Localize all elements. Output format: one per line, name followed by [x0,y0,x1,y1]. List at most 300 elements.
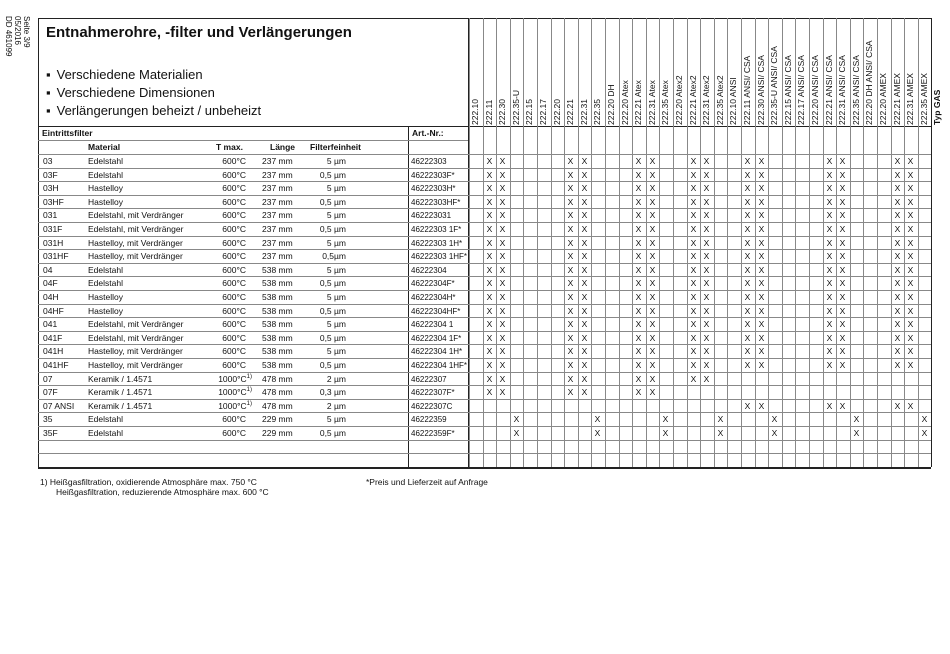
row-mark: X [839,238,846,248]
row-artnr: 46222307F* [411,388,455,397]
tmax-value: 600°C [222,306,246,316]
row-code: 03H [43,183,59,193]
row-mark: X [839,278,846,288]
row-mark: X [744,197,751,207]
feature-list [46,66,261,120]
tmax-value: 600°C [222,278,246,288]
type-column-header [646,25,659,125]
type-label: 222.17 [538,99,548,125]
row-tmax [212,291,246,304]
row-mark: X [758,346,765,356]
row-artnr: 46222303H* [411,184,456,193]
row-filter: 5 µm [326,414,346,424]
type-label: 222.35 Atex [660,80,670,125]
row-mark: X [894,346,901,356]
type-column-header [591,25,604,125]
row-material: Edelstahl [88,278,123,288]
row-mark: X [567,333,574,343]
row-mark: X [567,265,574,275]
row-line [38,426,931,427]
row-mark: X [635,319,642,329]
row-mark: X [567,360,574,370]
doc-number: DD 461099 [4,16,13,57]
row-mark: X [703,238,710,248]
row-mark: X [635,183,642,193]
row-laenge: 538 mm [262,278,293,288]
type-column-header [836,25,849,125]
type-label: 222.31 [579,99,589,125]
type-column-header [632,25,645,125]
row-tmax [212,196,246,209]
row-mark: X [581,346,588,356]
row-filter: 5 µm [326,156,346,166]
row-code: 031HF [43,251,69,261]
row-mark: X [594,428,601,438]
row-artnr: 46222304 [411,266,447,275]
row-mark: X [839,197,846,207]
row-mark: X [744,251,751,261]
row-mark: X [907,319,914,329]
row-mark: X [567,170,574,180]
row-mark: X [690,183,697,193]
row-line [38,399,931,400]
row-filter: 0,5 µm [319,428,346,438]
row-mark: X [894,251,901,261]
row-laenge: 237 mm [262,251,293,261]
page-number: Seite 3/9 [22,16,31,48]
row-tmax [212,182,246,195]
row-mark: X [499,265,506,275]
type-label: 222.20 AMEX [878,73,888,125]
row-mark: X [690,319,697,329]
row-laenge: 229 mm [262,414,293,424]
row-material: Edelstahl, mit Verdränger [88,333,184,343]
row-material: Edelstahl, mit Verdränger [88,210,184,220]
row-code: 041H [43,346,64,356]
type-column-header [510,25,523,125]
row-mark: X [499,387,506,397]
type-column-header [904,25,917,125]
row-mark: X [690,238,697,248]
row-mark: X [499,346,506,356]
row-mark: X [894,265,901,275]
row-tmax [206,400,252,413]
row-mark: X [486,387,493,397]
row-code: 03F [43,170,58,180]
row-mark: X [826,265,833,275]
row-filter: 5 µm [326,265,346,275]
type-column-header [918,25,931,125]
row-tmax [212,413,246,426]
row-mark: X [703,292,710,302]
type-label: 222.30 ANSI/ CSA [756,55,766,125]
footnote-ref: 1) [246,401,252,408]
type-label: 222.21 AMEX [892,73,902,125]
row-filter: 5 µm [326,210,346,220]
page-title: Entnahmerohre, -filter und Verlängerungen [46,24,352,41]
row-mark: X [486,265,493,275]
row-mark: X [894,197,901,207]
type-label: 222.20 DH ANSI/ CSA [864,40,874,125]
row-mark: X [853,428,860,438]
type-column-header [700,25,713,125]
row-mark: X [907,401,914,411]
col-head-material: Material [88,142,121,152]
row-laenge: 237 mm [262,170,293,180]
row-tmax [212,359,246,372]
row-artnr: 462223031 [411,211,452,220]
row-tmax [212,345,246,358]
row-tmax [212,318,246,331]
type-column-header [795,25,808,125]
type-gas-label: Typ GAS [932,89,942,125]
type-column-header [659,25,672,125]
type-label: 222.30 [497,99,507,125]
row-mark: X [839,156,846,166]
type-column-header [537,25,550,125]
row-mark: X [758,360,765,370]
row-material: Edelstahl [88,170,123,180]
row-material: Edelstahl [88,414,123,424]
row-mark: X [758,306,765,316]
type-label: 222.15 ANSI/ CSA [783,55,793,125]
row-laenge: 237 mm [262,197,293,207]
row-tmax [212,264,246,277]
row-mark: X [567,210,574,220]
row-mark: X [703,170,710,180]
row-mark: X [894,333,901,343]
type-column-header [823,25,836,125]
row-code: 04H [43,292,59,302]
row-mark: X [486,156,493,166]
row-material: Hastelloy [88,306,123,316]
row-artnr: 46222304 1HF* [411,361,468,370]
type-label: 222.20 ANSI/ CSA [810,55,820,125]
row-filter: 0,5 µm [319,360,346,370]
document-code [4,16,32,76]
type-label: 222.35 ANSI/ CSA [851,55,861,125]
row-code: 04F [43,278,58,288]
row-mark: X [826,360,833,370]
row-mark: X [635,346,642,356]
row-mark: X [499,333,506,343]
type-label: 222.10 ANSI [728,77,738,125]
type-column-header [551,25,564,125]
tmax-value: 600°C [222,414,246,424]
row-mark: X [635,374,642,384]
row-mark: X [499,251,506,261]
row-mark: X [826,238,833,248]
row-filter: 0,5 µm [319,170,346,180]
row-mark: X [894,156,901,166]
row-mark: X [703,197,710,207]
row-mark: X [826,319,833,329]
row-mark: X [635,156,642,166]
row-artnr: 46222303 1H* [411,239,463,248]
row-laenge: 478 mm [262,387,293,397]
row-code: 07 [43,374,53,384]
row-code: 031H [43,238,64,248]
row-mark: X [486,360,493,370]
row-mark: X [744,292,751,302]
type-label: 222.20 Atex [620,80,630,125]
type-label: 222.31 Atex [647,80,657,125]
row-mark: X [486,292,493,302]
row-material: Edelstahl, mit Verdränger [88,319,184,329]
row-filter: 0,5 µm [319,224,346,234]
row-mark: X [513,428,520,438]
row-code: 031 [43,210,58,220]
row-mark: X [894,170,901,180]
row-mark: X [907,346,914,356]
row-mark: X [486,210,493,220]
row-mark: X [635,197,642,207]
row-mark: X [703,374,710,384]
row-mark: X [581,387,588,397]
row-laenge: 478 mm [262,401,293,411]
row-mark: X [690,374,697,384]
tmax-value: 600°C [222,183,246,193]
row-mark: X [499,224,506,234]
row-mark: X [499,156,506,166]
row-mark: X [703,346,710,356]
row-mark: X [486,238,493,248]
row-mark: X [839,170,846,180]
row-mark: X [690,278,697,288]
row-mark: X [635,387,642,397]
row-mark: X [839,265,846,275]
row-mark: X [486,170,493,180]
row-mark: X [581,306,588,316]
row-mark: X [649,360,656,370]
row-line [38,440,931,441]
type-column-header [564,25,577,125]
row-mark: X [635,238,642,248]
row-material: Keramik / 1.4571 [88,387,153,397]
row-tmax [212,155,246,168]
row-mark: X [486,319,493,329]
row-mark: X [894,401,901,411]
type-gas-header [931,25,944,125]
row-laenge: 538 mm [262,346,293,356]
row-mark: X [635,292,642,302]
type-column-header [605,25,618,125]
row-mark: X [635,306,642,316]
row-artnr: 46222303 [411,157,447,166]
tmax-value: 600°C [222,224,246,234]
row-mark: X [649,278,656,288]
row-mark: X [581,319,588,329]
row-mark: X [894,360,901,370]
row-mark: X [499,183,506,193]
row-material: Keramik / 1.4571 [88,401,153,411]
row-mark: X [581,265,588,275]
type-column-header [469,25,482,125]
row-mark: X [690,210,697,220]
row-laenge: 229 mm [262,428,293,438]
row-artnr: 46222359F* [411,429,455,438]
row-tmax [212,332,246,345]
row-filter: 0,5 µm [319,333,346,343]
row-mark: X [758,170,765,180]
row-mark: X [499,319,506,329]
footnote [40,477,269,497]
row-mark: X [907,183,914,193]
row-code: 041HF [43,360,69,370]
row-mark: X [513,414,520,424]
type-label: 222.35 AMEX [919,73,929,125]
row-mark: X [567,183,574,193]
row-mark: X [894,224,901,234]
row-mark: X [744,333,751,343]
row-mark: X [826,210,833,220]
row-mark: X [486,374,493,384]
doc-date: 05/2016 [13,16,22,45]
row-filter: 5 µm [326,238,346,248]
row-mark: X [744,183,751,193]
row-filter: 5 µm [326,319,346,329]
row-mark: X [499,170,506,180]
row-mark: X [486,197,493,207]
row-mark: X [486,183,493,193]
row-mark: X [826,156,833,166]
row-mark: X [839,346,846,356]
tmax-value: 600°C [222,238,246,248]
row-laenge: 237 mm [262,183,293,193]
row-tmax [212,209,246,222]
row-tmax [212,237,246,250]
row-mark: X [649,224,656,234]
col-head-artnr: Art.-Nr.: [412,128,444,138]
row-mark: X [826,333,833,343]
row-mark: X [690,346,697,356]
row-mark: X [567,278,574,288]
row-mark: X [499,292,506,302]
row-mark: X [921,414,928,424]
row-mark: X [744,265,751,275]
row-mark: X [907,156,914,166]
row-mark: X [567,374,574,384]
row-mark: X [567,156,574,166]
row-mark: X [907,278,914,288]
row-mark: X [758,183,765,193]
row-mark: X [839,210,846,220]
row-mark: X [690,292,697,302]
row-material: Edelstahl [88,428,123,438]
row-code: 07 ANSI [43,401,75,411]
row-mark: X [907,306,914,316]
row-mark: X [486,306,493,316]
type-label: 222.21 ANSI/ CSA [824,55,834,125]
row-line [38,467,931,468]
row-mark: X [635,224,642,234]
row-mark: X [581,183,588,193]
row-mark: X [907,238,914,248]
row-material: Hastelloy, mit Verdränger [88,238,183,248]
row-laenge: 538 mm [262,265,293,275]
row-mark: X [758,292,765,302]
type-column-header [782,25,795,125]
row-mark: X [839,224,846,234]
row-mark: X [744,346,751,356]
row-material: Keramik / 1.4571 [88,374,153,384]
row-mark: X [581,170,588,180]
row-mark: X [744,238,751,248]
row-filter: 0,5µm [322,251,346,261]
row-mark: X [839,306,846,316]
row-filter: 0,5 µm [319,278,346,288]
tmax-value: 600°C [222,197,246,207]
row-mark: X [894,292,901,302]
row-tmax [212,305,246,318]
row-mark: X [839,360,846,370]
type-column-header [496,25,509,125]
type-column-header [850,25,863,125]
row-mark: X [649,156,656,166]
row-laenge: 538 mm [262,360,293,370]
row-laenge: 538 mm [262,292,293,302]
type-column-header [523,25,536,125]
row-tmax [212,427,246,440]
type-column-header [891,25,904,125]
row-mark: X [744,360,751,370]
row-mark: X [486,346,493,356]
type-column-header [714,25,727,125]
row-mark: X [907,292,914,302]
row-mark: X [758,319,765,329]
row-mark: X [703,306,710,316]
row-artnr: 46222304 1 [411,320,454,329]
row-mark: X [567,224,574,234]
type-label: 222.31 ANSI/ CSA [837,55,847,125]
type-column-header [863,25,876,125]
row-artnr: 46222304H* [411,293,456,302]
type-label: 222.21 Atex2 [688,75,698,125]
row-mark: X [703,360,710,370]
row-artnr: 46222303 1F* [411,225,462,234]
tmax-value: 600°C [222,210,246,220]
row-mark: X [567,306,574,316]
row-mark: X [635,265,642,275]
row-mark: X [839,319,846,329]
row-mark: X [758,197,765,207]
row-mark: X [649,346,656,356]
row-mark: X [649,251,656,261]
type-label: 222.35-U ANSI/ CSA [769,46,779,125]
row-artnr: 46222303HF* [411,198,461,207]
row-mark: X [486,333,493,343]
row-mark: X [690,197,697,207]
row-mark: X [649,183,656,193]
row-mark: X [839,183,846,193]
row-laenge: 237 mm [262,238,293,248]
row-mark: X [486,251,493,261]
row-laenge: 237 mm [262,156,293,166]
row-mark: X [758,251,765,261]
row-mark: X [839,401,846,411]
type-label: 222.11 ANSI/ CSA [742,55,752,125]
row-code: 031F [43,224,63,234]
row-filter: 0,3 µm [319,387,346,397]
row-artnr: 46222304 1F* [411,334,462,343]
type-column-header [578,25,591,125]
tmax-value: 600°C [222,265,246,275]
tmax-value: 600°C [222,156,246,166]
type-column-header [741,25,754,125]
row-mark: X [581,278,588,288]
row-material: Hastelloy [88,197,123,207]
row-mark: X [703,319,710,329]
